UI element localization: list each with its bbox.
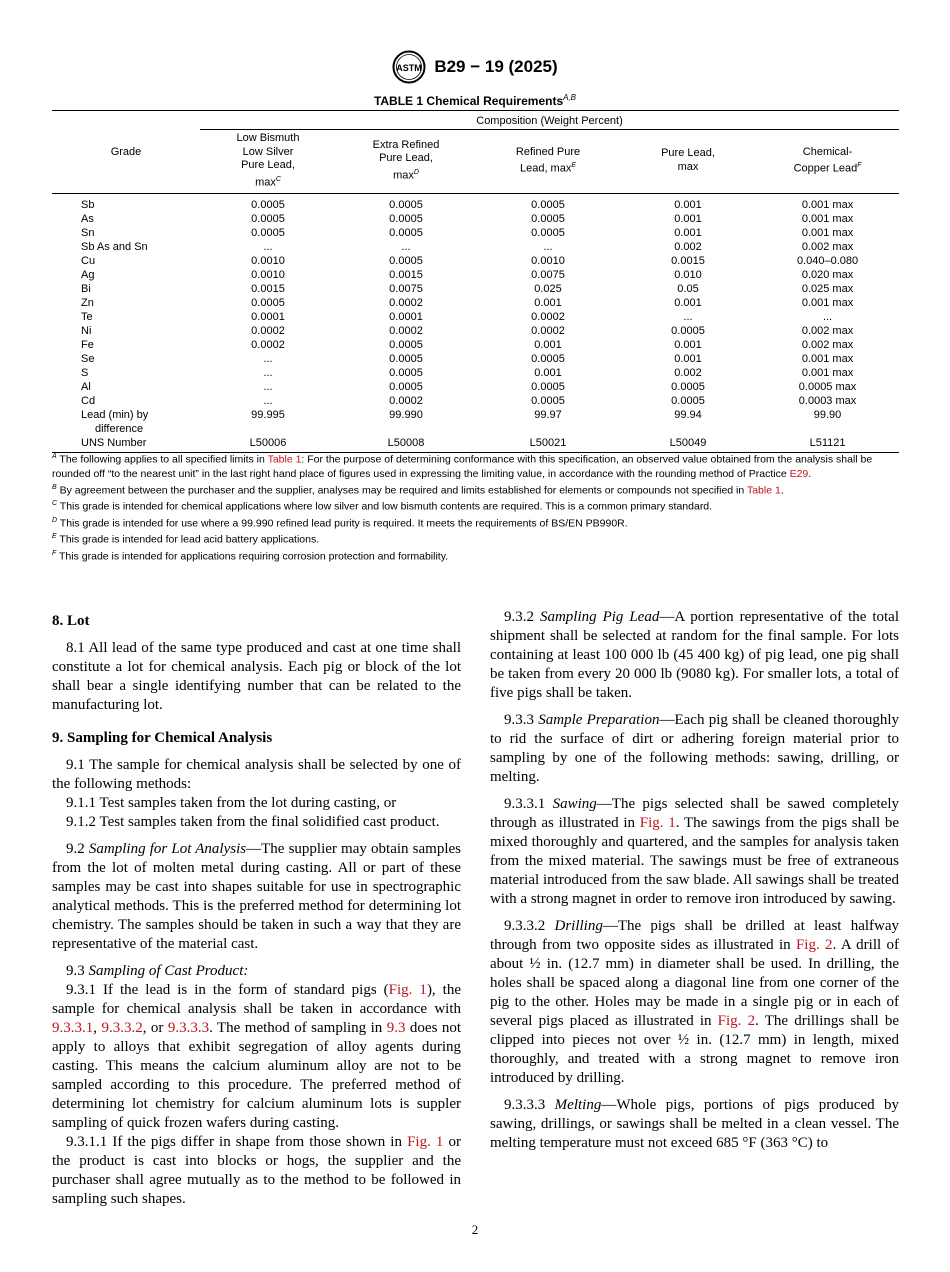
value-cell: 0.0005 (389, 198, 423, 211)
paragraph-8-1: 8.1 All lead of the same type produced and cast at one time shall constitute a lot for chemical analysis. Each pig or block of the lot shall bear a single identifying number that can be related to the manufacturing lot. (52, 640, 461, 713)
value-cell: 0.0015 (251, 282, 285, 295)
value-cell: ... (401, 240, 411, 253)
table-row (52, 254, 899, 268)
column-header: Extra Refined Pure Lead, max$^D$ (336, 130, 476, 194)
value-cell: 0.0015 (389, 268, 423, 281)
section-9-3-link[interactable]: 9.3 (386, 1020, 406, 1036)
value-cell: ... (683, 310, 693, 323)
table-row (52, 296, 899, 310)
value-cell: ... (263, 380, 273, 393)
value-cell: ... (263, 394, 273, 407)
footnote-f: $^F$ This grade is intended for applications requiring corrosion protection and formability. (52, 549, 449, 562)
value-cell: L50006 (200, 436, 336, 453)
page-number: 2 (471, 1222, 479, 1237)
section-9-3-3-2-link[interactable]: 9.3.3.2 (101, 1020, 143, 1036)
value-cell: 0.0005 (389, 212, 423, 225)
section-9-3-3-1-link[interactable]: 9.3.3.1 (52, 1020, 94, 1036)
value-cell: 0.0005 (251, 296, 285, 309)
value-cell: 0.002 (674, 240, 702, 253)
e29-link[interactable]: E29 (789, 467, 809, 480)
value-cell: 0.0005 (389, 254, 423, 267)
value-cell: ... (263, 352, 273, 365)
value-cell: 0.002 (674, 366, 702, 379)
paragraph-9-3-3-1: 9.3.3.1 Sawing—The pigs selected shall be sawed completely through as illustrated in Fig. 1. The sawings from the pigs shall be mixed thoroughly and quartered, and the samples for analysis taken from the mixed material. The sawings must be free of extraneous material introduced from the saw blade. All sawings shall be treated with a strong magnet in order to remove iron introduced by sawing. (490, 796, 900, 907)
value-cell: 0.0005 (389, 380, 423, 393)
value-cell: 0.0005 (671, 380, 705, 393)
body-column-left (52, 608, 461, 1217)
footnote-b: $^B$ By agreement between the purchaser and the supplier, analyses may be required and limits established for elements or compounds not specified in Table 1. (52, 483, 784, 496)
value-cell: 0.001 (674, 296, 702, 309)
value-cell: 0.0003 max (798, 394, 857, 407)
value-cell: 0.001 (674, 338, 702, 351)
value-cell: 0.0015 (671, 254, 705, 267)
value-cell: ... (263, 240, 273, 253)
element-cell: As (81, 212, 94, 225)
fig-2-link[interactable]: Fig. 2 (717, 1013, 756, 1029)
fig-1-link[interactable]: Fig. 1 (639, 815, 676, 831)
column-header: Refined Pure Lead, max$^E$ (476, 130, 620, 194)
element-cell: Lead (min) by difference (81, 408, 149, 435)
element-cell: Cd (81, 394, 96, 407)
value-cell: 0.025 max (801, 282, 854, 295)
composition-group-header: Composition (Weight Percent) (200, 111, 899, 130)
fig-2-link[interactable]: Fig. 2 (795, 937, 833, 953)
value-cell: 0.0005 (389, 338, 423, 351)
value-cell: 99.94 (674, 408, 702, 421)
table-row (52, 282, 899, 296)
value-cell: 0.001 (534, 296, 562, 309)
value-cell: 0.002 max (801, 240, 854, 253)
table-1-link[interactable]: Table 1 (267, 453, 302, 466)
element-cell: Al (81, 380, 91, 393)
value-cell: 0.0005 (671, 394, 705, 407)
table-row (52, 324, 899, 338)
element-cell: Cu (81, 254, 96, 267)
element-cell: Ag (81, 268, 95, 281)
table-row (52, 268, 899, 282)
body-column-right (490, 589, 899, 1161)
fig-1-link[interactable]: Fig. 1 (388, 982, 427, 998)
column-header: Pure Lead, max (620, 130, 756, 194)
page-header (0, 50, 950, 84)
value-cell: 99.995 (251, 408, 285, 421)
value-cell: 0.0002 (389, 324, 423, 337)
value-cell: 99.90 (813, 408, 842, 421)
element-cell: Sb (81, 198, 95, 211)
table-row (52, 352, 899, 366)
table-row (52, 380, 899, 394)
table-row (52, 338, 899, 352)
value-cell: 99.97 (534, 408, 562, 421)
value-cell: 0.020 max (801, 268, 854, 281)
value-cell: 0.0005 (531, 226, 565, 239)
table-row (52, 366, 899, 380)
paragraph-9-2: 9.2 Sampling for Lot Analysis—The supplier may obtain samples from the lot of molten metal during casting. All or part of these samples may be cast into shapes suitable for use in spectrographic analytical methods. This is the preferred method for determining lot chemistry. The samples should be taken in such a way that they are representative of the material cast. (52, 841, 461, 952)
value-cell: 0.0010 (251, 254, 285, 267)
paragraph-9-1: 9.1 The sample for chemical analysis shall be selected by one of the following methods: (52, 757, 461, 792)
element-cell: Se (81, 352, 95, 365)
footnote-a: $^A$ The following applies to all specified limits in Table 1: For the purpose of determining conformance with this specification, an observed value obtained from the analysis shall be rounded off “to the nearest unit” in the last right hand place of figures used in expressing the limiting value, in accordance with the rounding method of Practice E29. (52, 453, 873, 480)
element-cell: Sn (81, 226, 95, 239)
value-cell: 0.0005 (389, 366, 423, 379)
table-row (52, 408, 899, 436)
value-cell: L51121 (756, 436, 899, 453)
value-cell: 0.0005 (531, 380, 565, 393)
table-title-footnote-ref: A,B (563, 93, 577, 102)
value-cell: 0.0010 (251, 268, 285, 281)
value-cell: 0.0002 (389, 296, 423, 309)
value-cell: 0.001 (534, 366, 562, 379)
table-row (52, 226, 899, 240)
column-header: Chemical- Copper Lead$^F$ (756, 130, 899, 194)
fig-1-link[interactable]: Fig. 1 (407, 1134, 444, 1150)
svg-text:ASTM: ASTM (396, 63, 423, 73)
table-title (0, 93, 950, 108)
section-8-heading: 8. Lot (52, 613, 90, 629)
value-cell: 0.0002 (531, 310, 565, 323)
value-cell: 0.001 max (801, 198, 854, 211)
value-cell: L50049 (620, 436, 756, 453)
paragraph-9-3-3: 9.3.3 Sample Preparation—Each pig shall be cleaned thoroughly to rid the surface of dirt or adhering foreign material prior to sampling by one of the following methods: sawing, drilling, or melting. (490, 712, 900, 785)
value-cell: 0.010 (674, 268, 702, 281)
value-cell: 0.0005 (389, 352, 423, 365)
footnote-c: $^C$ This grade is intended for chemical applications where low silver and low bismuth contents are required. This is a common primary standard. (52, 500, 713, 513)
value-cell: 0.001 (674, 198, 702, 211)
value-cell: 0.040–0.080 (796, 254, 859, 267)
value-cell: 0.0005 max (798, 380, 857, 393)
value-cell: 0.002 max (801, 324, 854, 337)
paragraph-9-1-2: 9.1.2 Test samples taken from the final solidified cast product. (66, 814, 440, 830)
value-cell: 0.05 (677, 282, 699, 295)
paragraph-9-3-1: 9.3.1 If the lead is in the form of standard pigs (Fig. 1), the sample for chemical analysis shall be taken in accordance with 9.3.3.1, 9.3.3.2, or 9.3.3.3. The method of sampling in 9.3 does not apply to alloys that exhibit segregation of alloy agents during casting. This means the calcium aluminum alloy are not to be sampled according to this procedure. The preferred method of determining lot chemistry for calcium aluminum lots is suppler sampling of quick frozen wafers during casting. (52, 982, 462, 1131)
value-cell: 0.002 max (801, 338, 854, 351)
value-cell: 0.0002 (389, 394, 423, 407)
value-cell: 0.0002 (531, 324, 565, 337)
value-cell: 99.990 (389, 408, 423, 421)
table-row (52, 193, 899, 212)
value-cell: L50021 (476, 436, 620, 453)
value-cell: 0.0075 (531, 268, 565, 281)
value-cell: 0.001 max (801, 212, 854, 225)
element-cell: Zn (81, 296, 94, 309)
value-cell: 0.025 (534, 282, 562, 295)
element-cell: Fe (81, 338, 94, 351)
footnote-e: $^E$ This grade is intended for lead acid battery applications. (52, 533, 320, 546)
value-cell: 0.0005 (531, 394, 565, 407)
value-cell: 0.001 max (801, 366, 854, 379)
value-cell: 0.0002 (251, 324, 285, 337)
value-cell: 0.0005 (389, 226, 423, 239)
value-cell: 0.0005 (531, 212, 565, 225)
paragraph-9-3-2: 9.3.2 Sampling Pig Lead—A portion representative of the total shipment shall be selected at random for the final sample. For lots containing at least 100 000 lb (45 400 kg) of pig lead, one pig shall be taken from every 20 000 lb (9080 kg). For smaller lots, a total of five pigs shall be taken. (490, 609, 900, 701)
value-cell: 0.0005 (251, 226, 285, 239)
value-cell: 0.0001 (251, 310, 285, 323)
table-title-text: TABLE 1 Chemical Requirements (373, 94, 564, 108)
value-cell: 0.001 (674, 352, 702, 365)
element-cell: Ni (81, 324, 92, 337)
element-cell: S (81, 366, 89, 379)
table-row (52, 212, 899, 226)
document-id: B29 − 19 (2025) (434, 57, 558, 76)
element-cell: UNS Number (52, 436, 200, 453)
section-9-heading: 9. Sampling for Chemical Analysis (52, 730, 273, 746)
paragraph-9-3-3-2: 9.3.3.2 Drilling—The pigs shall be drilled at least halfway through from two opposite sides as illustrated in Fig. 2. A drill of about ½ in. (12.7 mm) in diameter shall be used. In drilling, the holes shall be spaced along a diagonal line from one corner of the pig to the other. Holes may be made in a single pig or in each of several pigs placed as illustrated in Fig. 2. The drillings shall be clipped into pieces not over ½ in. (12.7 mm) in length, mixed thoroughly, and treated with a strong magnet to remove iron introduced by drilling. (490, 918, 900, 1086)
value-cell: 0.001 (534, 338, 562, 351)
table-row (52, 394, 899, 408)
value-cell: 0.0002 (251, 338, 285, 351)
value-cell: 0.0005 (251, 212, 285, 225)
paragraph-9-3-3-3: 9.3.3.3 Melting—Whole pigs, portions of pigs produced by sawing, drillings, or sawings shall be melted in a clean vessel. The melting temperature must not exceed 685 °F (363 °C) to (490, 1097, 900, 1151)
value-cell: 0.0005 (531, 198, 565, 211)
value-cell: 0.001 max (801, 296, 854, 309)
value-cell: 0.001 max (801, 352, 854, 365)
value-cell: ... (543, 240, 553, 253)
column-header: Low Bismuth Low Silver Pure Lead, max$^C$ (200, 130, 336, 194)
value-cell: L50008 (336, 436, 476, 453)
footnote-d: $^D$ This grade is intended for use where a 99.990 refined lead purity is required. It meets the requirements of BS/EN PB990R. (52, 516, 628, 529)
paragraph-9-1-1: 9.1.1 Test samples taken from the lot during casting, or (66, 795, 397, 811)
table-row (52, 310, 899, 324)
value-cell: 0.0010 (531, 254, 565, 267)
value-cell: 0.001 (674, 226, 702, 239)
chemical-requirements-table (52, 110, 899, 453)
section-9-3-3-3-link[interactable]: 9.3.3.3 (167, 1020, 210, 1036)
paragraph-9-3-1-1: 9.3.1.1 If the pigs differ in shape from those shown in Fig. 1 or the product is cast into blocks or hogs, the supplier and the purchaser shall agree mutually as to the method to be followed in sampling such shapes. (52, 1134, 462, 1207)
element-cell: Bi (81, 282, 91, 295)
value-cell: ... (263, 366, 273, 379)
element-cell: Sb As and Sn (81, 240, 148, 253)
value-cell: 0.001 max (801, 226, 854, 239)
element-cell: Te (81, 310, 93, 323)
paragraph-9-3: 9.3 Sampling of Cast Product: (66, 963, 249, 979)
value-cell: 0.0005 (251, 198, 285, 211)
astm-logo-icon (392, 50, 426, 84)
table-1-link[interactable]: Table 1 (746, 484, 781, 496)
value-cell: 0.0075 (389, 282, 423, 295)
value-cell: 0.0001 (389, 310, 423, 323)
value-cell: 0.0005 (671, 324, 705, 337)
value-cell: ... (822, 310, 833, 323)
table-footnotes (52, 450, 902, 563)
table-row (52, 240, 899, 254)
value-cell: 0.001 (674, 212, 702, 225)
value-cell: 0.0005 (531, 352, 565, 365)
grade-column-header: Grade (52, 111, 200, 194)
